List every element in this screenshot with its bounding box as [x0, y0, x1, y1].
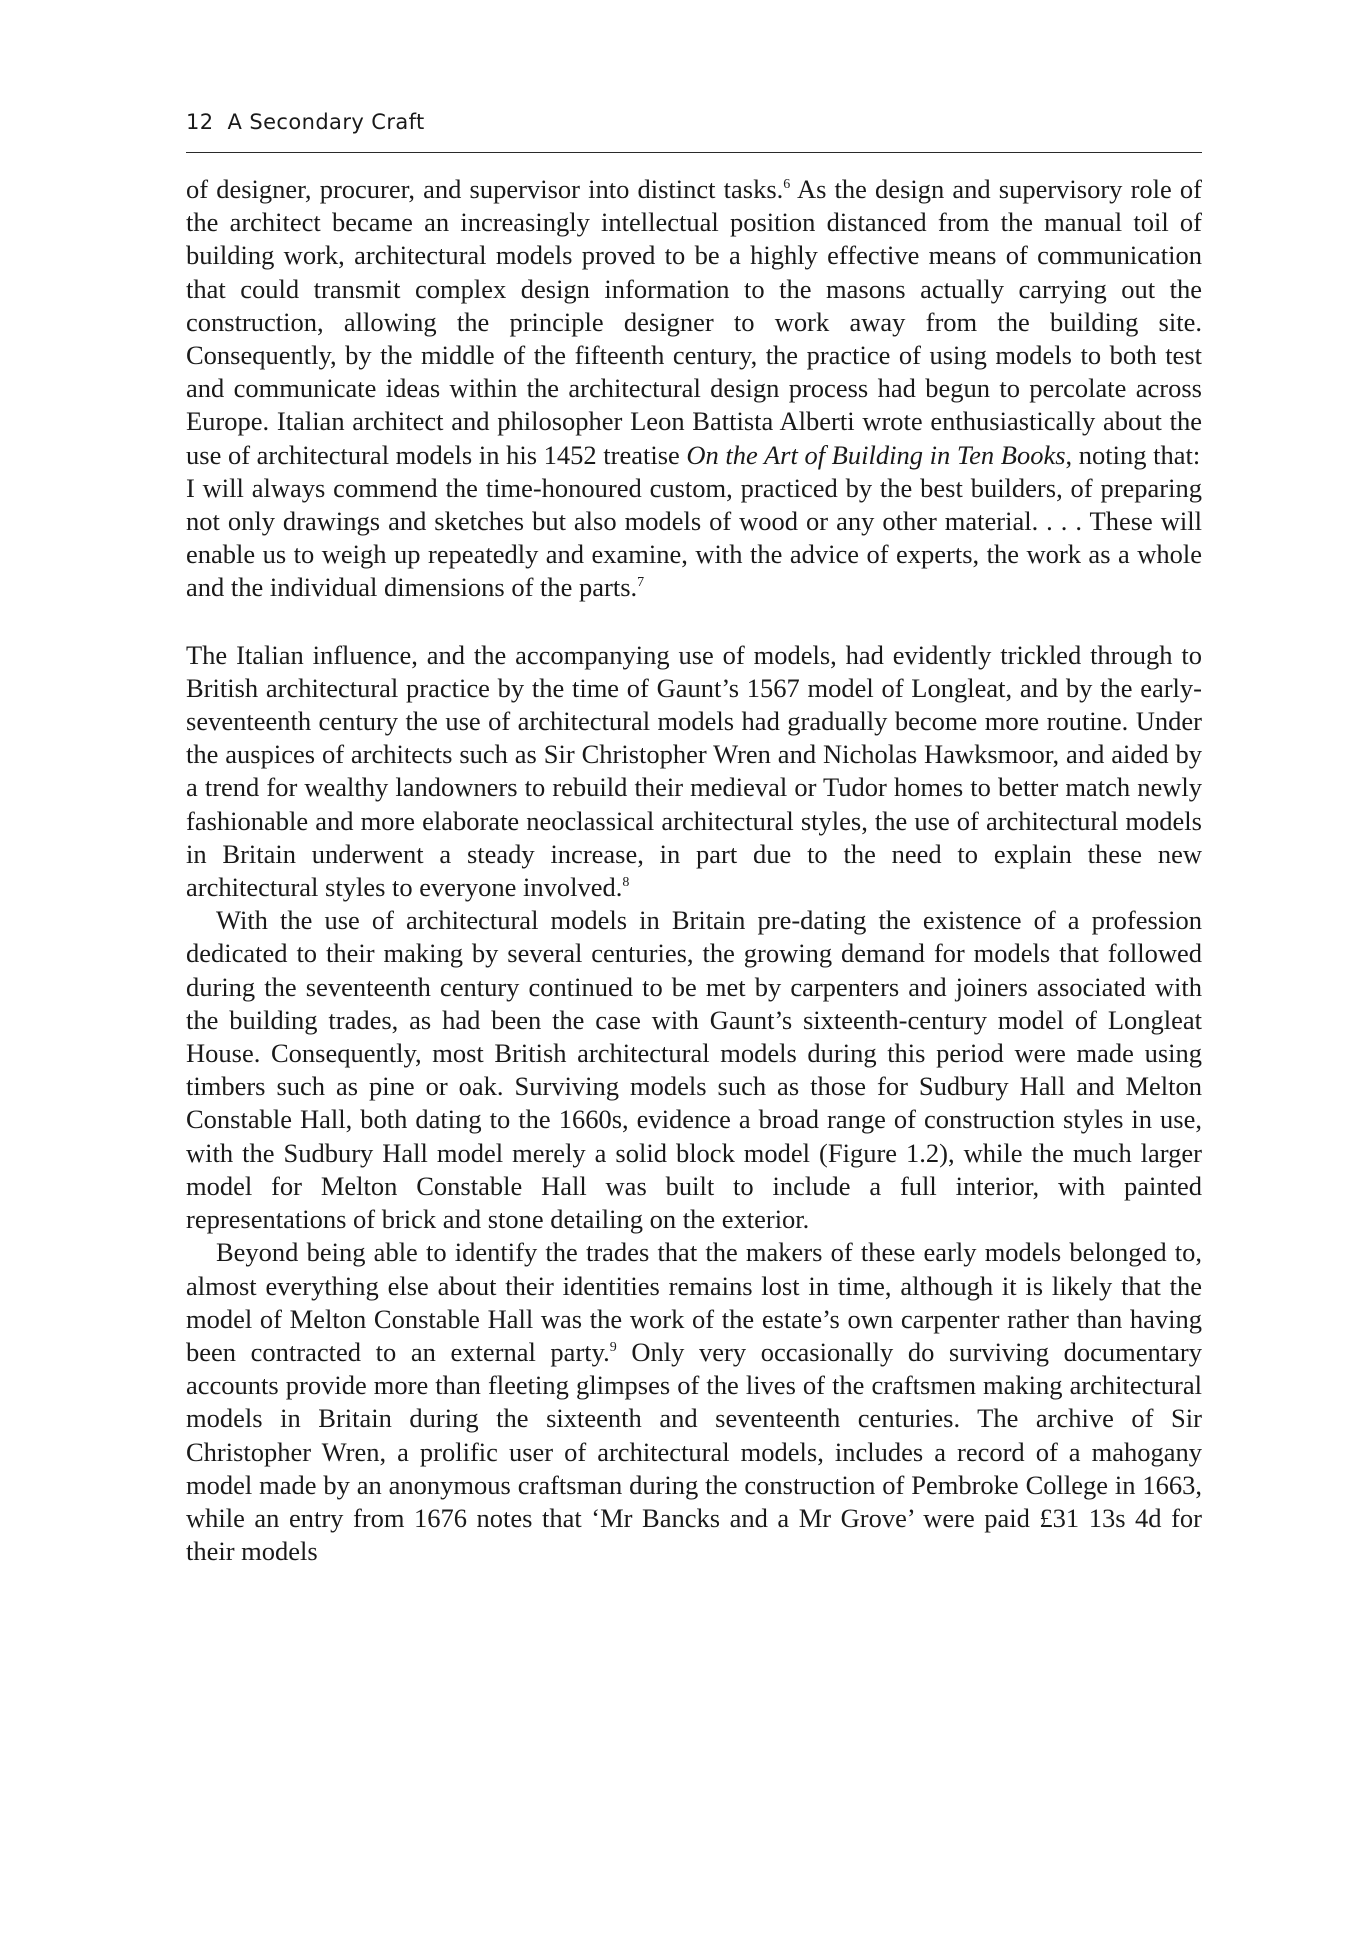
paragraph-4 — [186, 1236, 1202, 1568]
paragraph-1-text-a: of designer, procurer, and supervisor into distinct tasks. — [186, 174, 784, 204]
paragraph-4-text-a: Beyond being able to identify the trades that the makers of these early models belonged to, almost everything else about their identities remains lost in time, although it is likely that the model of Melton Constable Hall was the work of the estate’s own carpenter rather than having been contracted to an external party. — [186, 1237, 1202, 1367]
paragraph-4-text-b: Only very occasionally do surviving documentary accounts provide more than fleeting glimpses of the lives of the craftsmen making architectural models in Britain during the sixteenth and seventeenth centuries. The archive of Sir Christopher Wren, a prolific user of architectural models, includes a record of a mahogany model made by an anonymous craftsman during the construction of Pembroke College in 1663, while an entry from 1676 notes that ‘Mr Bancks and a Mr Grove’ were paid £31 13s 4d for their models — [186, 1336, 1203, 1567]
footnote-ref-9: 9 — [609, 1339, 617, 1355]
paragraph-1-text-c: , noting that: — [1065, 439, 1201, 470]
block-quote — [186, 472, 1202, 605]
running-title: A Secondary Craft — [227, 110, 425, 134]
treatise-title: On the Art of Building in Ten Books — [686, 439, 1066, 470]
paragraph-1-text-b: As the design and supervisory role of the architect became an increasingly intellectual position distanced from the manual toil of building work, architectural models proved to be a highly effective means of communication that could transmit complex design information to the masons actually carrying out the construction, allowing the principle designer to work away from the building site. Consequently, by the middle of the fifteenth century, the practice of using models to both test and communicate ideas within the architectural design process had begun to percolate across Europe. Italian architect and philosopher Leon Battista Alberti wrote enthusiastically about the use of architectural models in his 1452 treatise — [186, 174, 1202, 470]
paragraph-3-text: With the use of architectural models in Britain pre-dating the existence of a profession dedicated to their making by several centuries, the growing demand for models that followed during the seventeenth century continued to be met by carpenters and joiners associated with the building trades, as had been the case with Gaunt’s sixteenth-century model of Longleat House. Consequently, most British architectural models during this period were made using timbers such as pine or oak. Surviving models such as those for Sudbury Hall and Melton Constable Hall, both dating to the 1660s, evidence a broad range of construction styles in use, with the Sudbury Hall model merely a solid block model (Figure 1.2), while the much larger model for Melton Constable Hall was built to include a full interior, with painted representations of brick and stone detailing on the exterior. — [186, 905, 1202, 1235]
paragraph-1 — [186, 173, 1202, 472]
page-number: 12 — [186, 110, 214, 134]
paragraph-3 — [186, 904, 1202, 1236]
block-quote-text: I will always commend the time-honoured custom, practiced by the best builders, of preparing not only drawings and sketches but also models of wood or any other material. . . . These will enable us to weigh up repeatedly and examine, with the advice of experts, the work as a whole and the individual dimensions of the parts. — [186, 472, 1202, 603]
paragraph-2 — [186, 639, 1202, 905]
running-header — [186, 110, 1202, 153]
body-text — [186, 173, 1202, 1568]
footnote-ref-6: 6 — [783, 177, 791, 192]
footnote-ref-8: 8 — [622, 875, 630, 891]
paragraph-2-text: The Italian influence, and the accompanying use of models, had evidently trickled through to British architectural practice by the time of Gaunt’s 1567 model of Longleat, and by the early-seventeenth century the use of architectural models had gradually become more routine. Under the auspices of architects such as Sir Christopher Wren and Nicholas Hawksmoor, and aided by a trend for wealthy landowners to rebuild their medieval or Tudor homes to better match newly fashionable and more elaborate neoclassical architectural styles, the use of architectural models in Britain underwent a steady increase, in part due to the need to explain these new architectural styles to everyone involved. — [186, 639, 1202, 903]
footnote-ref-7: 7 — [637, 575, 645, 591]
